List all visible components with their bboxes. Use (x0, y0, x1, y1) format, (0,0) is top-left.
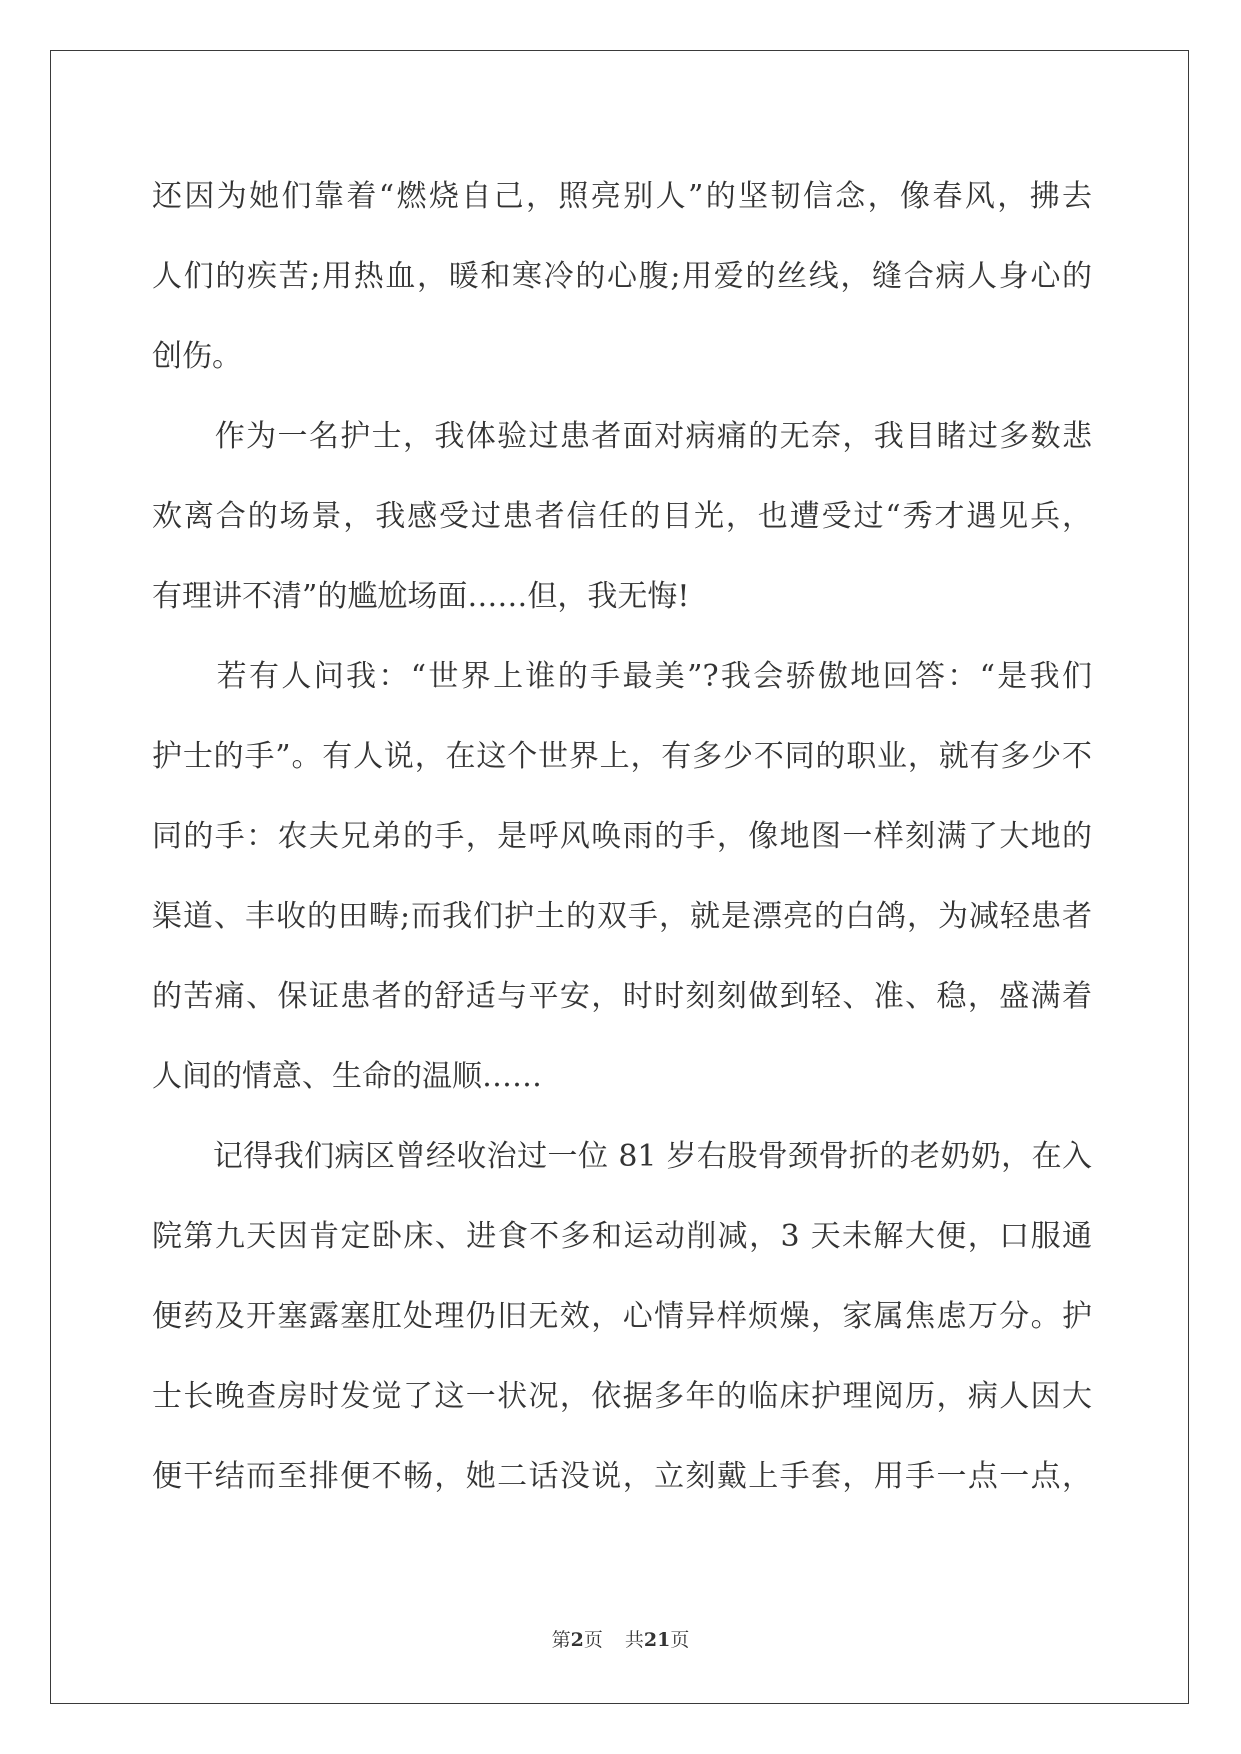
footer-prefix: 第 (551, 1629, 571, 1651)
text-line: 创伤。 (152, 339, 242, 374)
text-line: 渠道、丰收的田畴;而我们护土的双手，就是漂亮的白鸽，为减轻患者 (152, 899, 1092, 934)
text-line: 人间的情意、生命的温顺…… (152, 1059, 542, 1094)
paragraph (152, 637, 1092, 1117)
page-footer (0, 1628, 1241, 1652)
text-line: 还因为她们靠着“燃烧自己，照亮别人”的坚韧信念，像春风，拂去 (152, 179, 1092, 214)
text-line: 同的手：农夫兄弟的手，是呼风唤雨的手，像地图一样刻满了大地的 (152, 819, 1092, 854)
footer-total-unit: 页 (670, 1629, 690, 1651)
text-line: 的苦痛、保证患者的舒适与平安，时时刻刻做到轻、准、稳，盛满着 (152, 979, 1092, 1014)
text-line: 便药及开塞露塞肛处理仍旧无效，心情异样烦燥，家属焦虑万分。护 (152, 1299, 1092, 1334)
paragraph (152, 1117, 1092, 1517)
footer-total-prefix: 共 (624, 1629, 644, 1651)
text-line: 人们的疾苦;用热血，暖和寒冷的心腹;用爱的丝线，缝合病人身心的 (152, 259, 1092, 294)
current-page-number: 2 (570, 1629, 584, 1651)
paragraph (152, 397, 1092, 637)
text-line: 便干结而至排便不畅，她二话没说，立刻戴上手套，用手一点一点， (152, 1459, 1092, 1494)
text-line: 欢离合的场景，我感受过患者信任的目光，也遭受过“秀才遇见兵， (152, 499, 1092, 534)
footer-page-unit: 页 (583, 1629, 603, 1651)
paragraph (152, 157, 1092, 397)
text-line: 护士的手”。有人说，在这个世界上，有多少不同的职业，就有多少不 (152, 739, 1092, 774)
text-line: 作为一名护士，我体验过患者面对病痛的无奈，我目睹过多数悲 (152, 419, 1092, 454)
text-line: 若有人问我：“世界上谁的手最美”?我会骄傲地回答：“是我们 (152, 659, 1092, 694)
text-line: 士长晚查房时发觉了这一状况，依据多年的临床护理阅历，病人因大 (152, 1379, 1092, 1414)
total-page-count: 21 (643, 1629, 671, 1651)
text-line: 有理讲不清”的尴尬场面……但，我无悔! (152, 579, 690, 614)
document-body (152, 157, 1092, 1517)
text-line: 院第九天因肯定卧床、进食不多和运动削减，3 天未解大便，口服通 (152, 1219, 1092, 1254)
text-line: 记得我们病区曾经收治过一位 81 岁右股骨颈骨折的老奶奶，在入 (152, 1139, 1092, 1174)
